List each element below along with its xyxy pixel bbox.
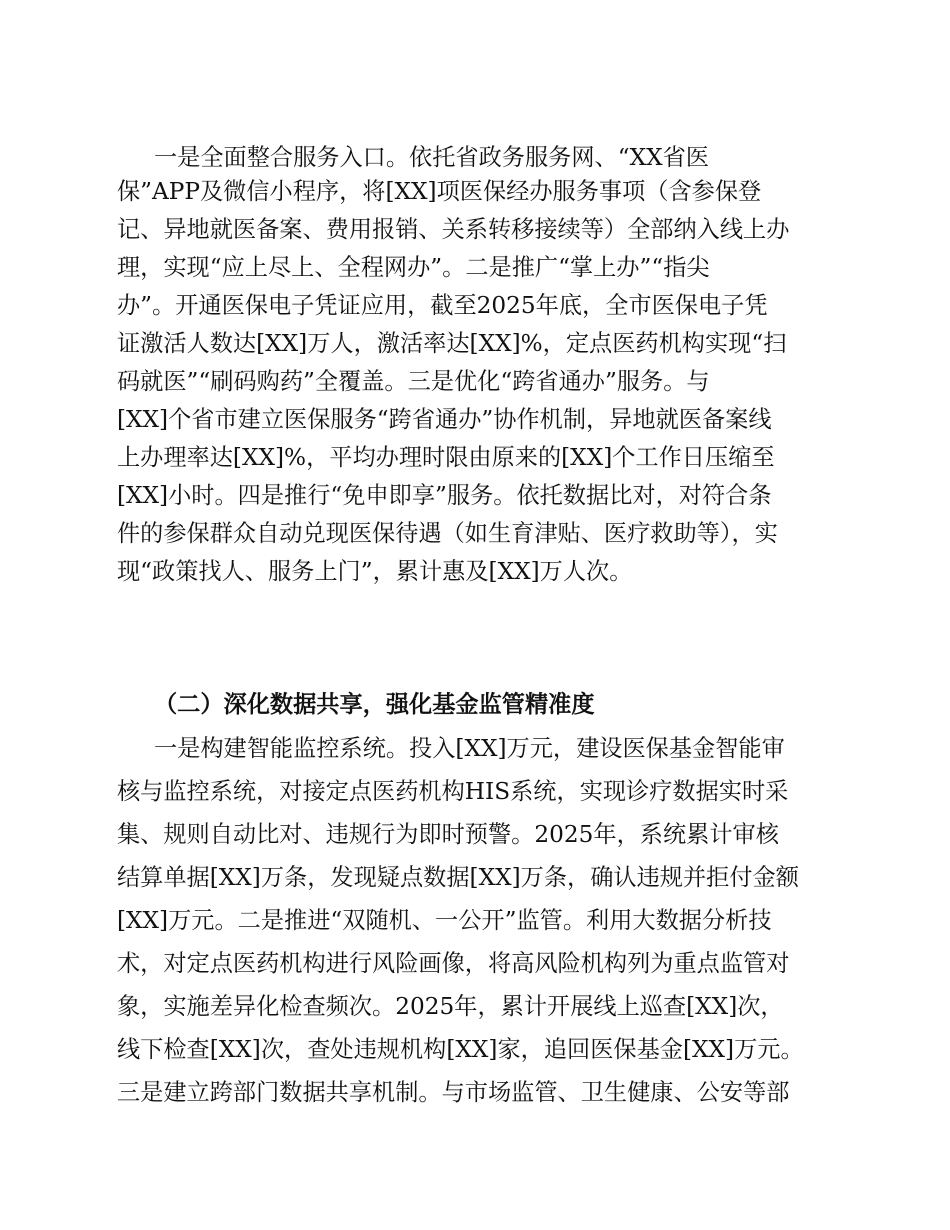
paragraph-line: 术，对定点医药机构进行风险画像，将高风险机构列为重点监管对 [117,950,790,977]
paragraph-line: 一是全面整合服务入口。依托省政务服务网、“XX省医 [154,144,709,171]
paragraph-line: 集、规则自动比对、违规行为即时预警。2025年，系统累计审核 [117,821,779,848]
paragraph-line: [XX]个省市建立医保服务“跨省通办”协作机制，异地就医备案线 [117,406,772,433]
paragraph-line: 三是建立跨部门数据共享机制。与市场监管、卫生健康、公安等部 [117,1079,790,1106]
paragraph-line: 件的参保群众自动兑现医保待遇（如生育津贴、医疗救助等），实 [117,520,778,547]
paragraph-line: [XX]万元。二是推进“双随机、一公开”监管。利用大数据分析技 [117,907,772,934]
paragraph-line: 码就医”“刷码购药”全覆盖。三是优化“跨省通办”服务。与 [117,368,710,395]
paragraph-line: 象，实施差异化检查频次。2025年，累计开展线上巡查[XX]次， [117,993,784,1020]
paragraph-line: 核与监控系统，对接定点医药机构HIS系统，实现诊疗数据实时采 [117,778,789,805]
paragraph-line: 现“政策找人、服务上门”，累计惠及[XX]万人次。 [117,558,633,585]
section-heading: （二）深化数据共享，强化基金监管精准度 [154,691,595,718]
paragraph-line: 保”APP及微信小程序，将[XX]项医保经办服务事项（含参保登 [117,178,762,205]
paragraph-line: [XX]小时。四是推行“免申即享”服务。依托数据比对，对符合条 [117,482,772,509]
paragraph-line: 证激活人数达[XX]万人，激活率达[XX]%，定点医药机构实现“扫 [117,330,787,357]
paragraph-line: 结算单据[XX]万条，发现疑点数据[XX]万条，确认违规并拒付金额 [117,864,799,891]
paragraph-line: 一是构建智能监控系统。投入[XX]万元，建设医保基金智能审 [154,735,785,762]
paragraph-line: 记、异地就医备案、费用报销、关系转移接续等）全部纳入线上办 [117,216,790,243]
paragraph-line: 理，实现“应上尽上、全程网办”。二是推广“掌上办”“指尖 [117,254,710,281]
paragraph-line: 办”。开通医保电子凭证应用，截至2025年底，全市医保电子凭 [117,292,768,319]
paragraph-line: 线下检查[XX]次，查处违规机构[XX]家，追回医保基金[XX]万元。 [117,1036,804,1063]
paragraph-line: 上办理率达[XX]%，平均办理时限由原来的[XX]个工作日压缩至 [117,444,775,471]
